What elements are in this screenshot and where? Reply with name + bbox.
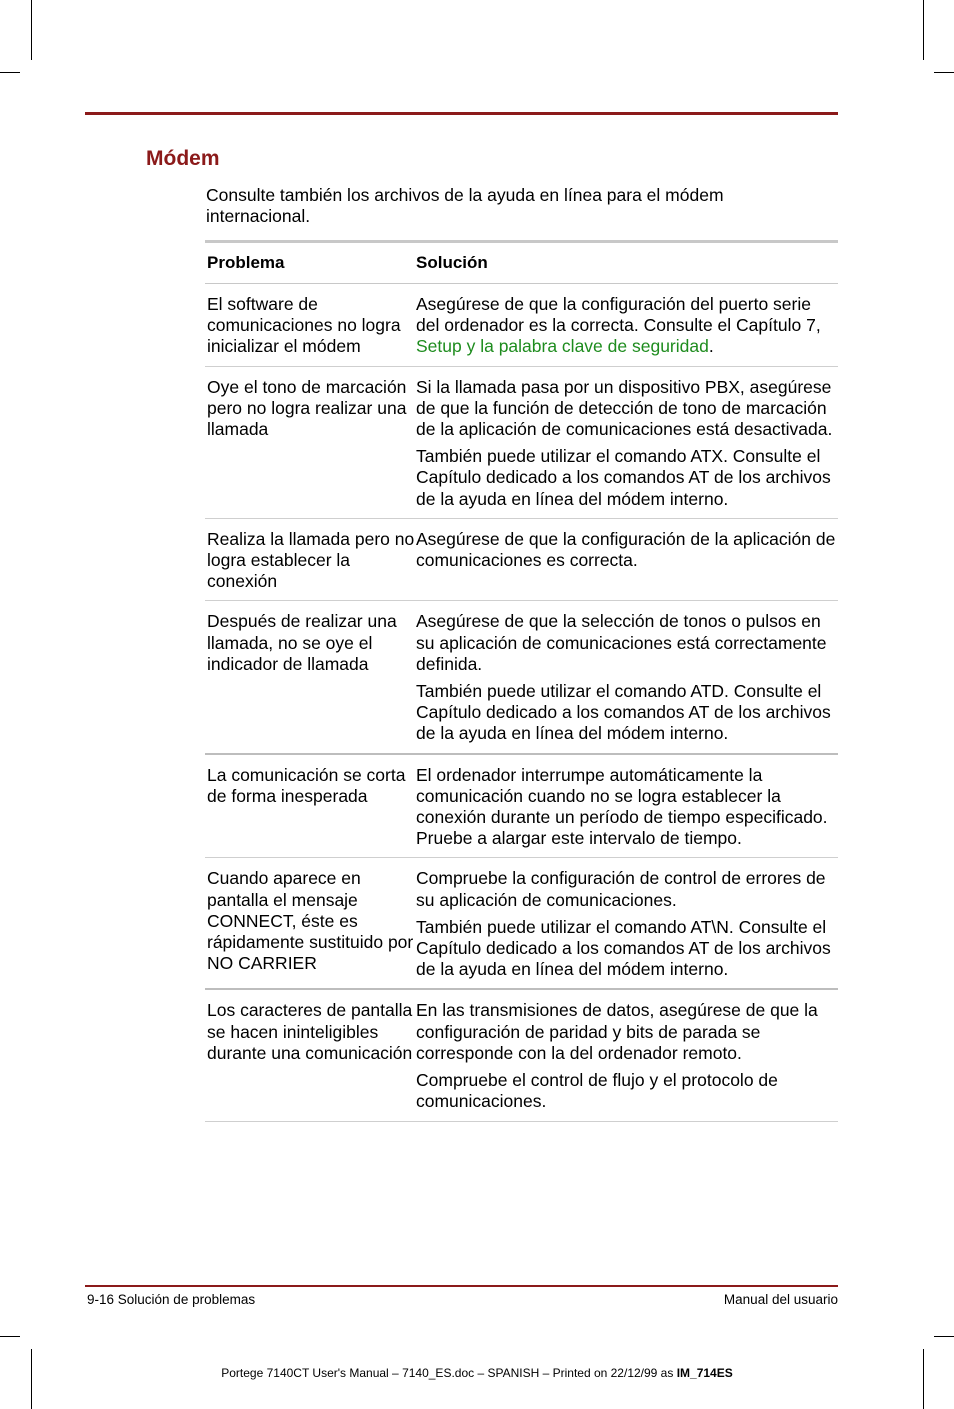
solution-text: Si la llamada pasa por un dispositivo PBX, asegúrese de que la función de detección de tono de marcación de la aplicación de comunicaciones está desactivada.: [416, 376, 833, 440]
table-header: [205, 243, 838, 284]
solution-text: El ordenador interrumpe automáticamente la comunicación cuando no se logra establecer la conexión durante un período de tiempo especificado. Pruebe a alargar este intervalo de tiempo.: [416, 764, 828, 849]
intro-text: Consulte también los archivos de la ayuda en línea para el módem internacional.: [206, 185, 724, 226]
solution-paragraph: [416, 611, 838, 675]
troubleshooting-table: [205, 240, 838, 1122]
crop-mark: [934, 1336, 954, 1337]
crop-mark: [0, 1336, 20, 1337]
crop-mark: [934, 72, 954, 73]
header-rule: [85, 112, 838, 115]
problem-cell: Cuando aparece en pantalla el mensaje CONNECT, éste es rápidamente sustituido por NO CARRIER: [207, 868, 414, 974]
solution-text: Compruebe la configuración de control de errores de su aplicación de comunicaciones.: [416, 868, 826, 910]
solution-paragraph: [416, 765, 838, 850]
solution-paragraph: [416, 681, 838, 745]
solution-paragraph: [416, 1000, 838, 1064]
table-body: [205, 284, 838, 1122]
table-row: [205, 601, 838, 754]
section-title: Módem: [146, 147, 220, 170]
solution-cell: [416, 377, 838, 510]
problem-cell: La comunicación se corta de forma inesperada: [207, 764, 406, 806]
solution-text: Asegúrese de que la configuración de la aplicación de comunicaciones es correcta.: [416, 528, 836, 571]
solution-paragraph: [416, 868, 838, 910]
crop-mark: [31, 0, 32, 60]
footer-rule: [85, 1285, 838, 1287]
solution-cell: [416, 529, 838, 593]
solution-cell: [416, 294, 838, 358]
solution-text: También puede utilizar el comando ATX. Consulte el Capítulo dedicado a los comandos AT de los archivos de la ayuda en línea del módem interno.: [416, 446, 831, 509]
print-info-code: IM_714ES: [676, 1366, 733, 1380]
solution-text: Asegúrese de que la selección de tonos o pulsos en su aplicación de comunicaciones está correctamente definida.: [416, 611, 827, 674]
solution-paragraph: [416, 294, 838, 358]
solution-paragraph: [416, 377, 838, 441]
table-row: [205, 990, 838, 1121]
table-row: [205, 519, 838, 602]
solution-paragraph: [416, 529, 838, 571]
footer-manual-title: Manual del usuario: [723, 1292, 838, 1307]
crop-mark: [923, 0, 924, 60]
problem-cell: Realiza la llamada pero no logra establecer la conexión: [207, 528, 415, 592]
chapter-link[interactable]: Setup y la palabra clave de seguridad: [416, 336, 709, 357]
header-problem: Problema: [207, 253, 285, 272]
header-solution: Solución: [416, 253, 488, 272]
table-row: [205, 755, 838, 859]
table-row: [205, 367, 838, 519]
table-row: [205, 284, 838, 367]
solution-paragraph: [416, 917, 838, 981]
problem-cell: Los caracteres de pantalla se hacen ininteligibles durante una comunicación: [207, 1000, 413, 1063]
print-info: [0, 1366, 954, 1380]
footer-page-label: 9-16 Solución de problemas: [87, 1292, 256, 1307]
solution-text: También puede utilizar el comando AT\N. Consulte el Capítulo dedicado a los comandos AT de los archivos de la ayuda en línea del módem interno.: [416, 916, 831, 980]
problem-cell: El software de comunicaciones no logra inicializar el módem: [207, 294, 401, 357]
solution-text: También puede utilizar el comando ATD. Consulte el Capítulo dedicado a los comandos AT de los archivos de la ayuda en línea del módem interno.: [416, 681, 831, 744]
solution-paragraph: [416, 1070, 838, 1112]
solution-cell: [416, 868, 838, 980]
solution-text-end: .: [708, 336, 714, 357]
print-info-text: Portege 7140CT User's Manual – 7140_ES.doc – SPANISH – Printed on 22/12/99 as: [221, 1366, 677, 1380]
solution-text: Compruebe el control de flujo y el protocolo de comunicaciones.: [416, 1070, 778, 1112]
problem-cell: Después de realizar una llamada, no se oye el indicador de llamada: [207, 611, 397, 674]
table-row: [205, 858, 838, 990]
crop-mark: [0, 72, 20, 73]
solution-cell: [416, 765, 838, 850]
solution-cell: [416, 611, 838, 744]
solution-text: Asegúrese de que la configuración del puerto serie del ordenador es la correcta. Consulte el Capítulo 7,: [416, 294, 821, 336]
solution-cell: [416, 1000, 838, 1112]
solution-paragraph: [416, 446, 838, 510]
problem-cell: Oye el tono de marcación pero no logra realizar una llamada: [207, 376, 407, 440]
solution-text: En las transmisiones de datos, asegúrese de que la configuración de paridad y bits de parada se corresponde con la del ordenador remoto.: [416, 1000, 818, 1063]
